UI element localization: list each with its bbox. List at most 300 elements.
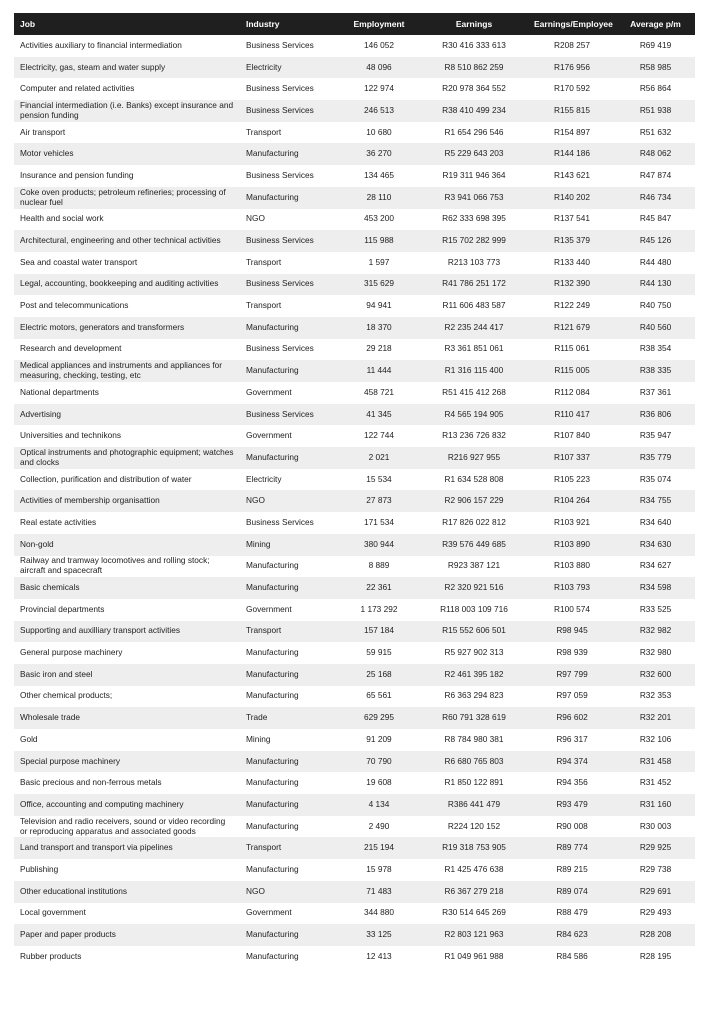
average-pm-cell: R56 864 [616, 78, 695, 100]
average-pm-cell: R28 195 [616, 946, 695, 968]
employment-cell: 12 413 [338, 946, 420, 968]
job-cell: Universities and technikons [14, 425, 240, 447]
table-row [14, 35, 695, 57]
earnings-per-employee-cell: R140 202 [528, 187, 616, 209]
table-body [14, 35, 695, 968]
industry-cell: Manufacturing [240, 187, 338, 209]
industry-cell: Government [240, 425, 338, 447]
job-cell: Post and telecommunications [14, 295, 240, 317]
earnings-per-employee-cell: R115 005 [528, 360, 616, 382]
earnings-per-employee-cell: R103 793 [528, 577, 616, 599]
employment-cell: 1 597 [338, 252, 420, 274]
employment-cell: 27 873 [338, 490, 420, 512]
employment-cell: 380 944 [338, 534, 420, 556]
job-cell: Advertising [14, 404, 240, 426]
job-cell: Other educational institutions [14, 881, 240, 903]
table-row [14, 816, 695, 838]
earnings-cell: R3 941 066 753 [420, 187, 528, 209]
average-pm-cell: R40 750 [616, 295, 695, 317]
employment-cell: 22 361 [338, 577, 420, 599]
earnings-cell: R30 416 333 613 [420, 35, 528, 57]
industry-cell: Transport [240, 122, 338, 144]
job-cell: Air transport [14, 122, 240, 144]
earnings-per-employee-cell: R96 602 [528, 707, 616, 729]
table-row [14, 642, 695, 664]
header-industry[interactable]: Industry [240, 13, 338, 35]
table-row [14, 165, 695, 187]
earnings-cell: R5 927 902 313 [420, 642, 528, 664]
table-row [14, 317, 695, 339]
table-row [14, 707, 695, 729]
table-row [14, 881, 695, 903]
earnings-per-employee-cell: R105 223 [528, 469, 616, 491]
industry-cell: Mining [240, 729, 338, 751]
header-row [14, 13, 695, 35]
earnings-cell: R4 565 194 905 [420, 404, 528, 426]
average-pm-cell: R44 480 [616, 252, 695, 274]
earnings-per-employee-cell: R103 890 [528, 534, 616, 556]
average-pm-cell: R44 130 [616, 274, 695, 296]
table-row [14, 339, 695, 361]
earnings-per-employee-cell: R104 264 [528, 490, 616, 512]
job-cell: Special purpose machinery [14, 751, 240, 773]
earnings-per-employee-cell: R100 574 [528, 599, 616, 621]
industry-cell: Manufacturing [240, 859, 338, 881]
table-row [14, 230, 695, 252]
industry-cell: Government [240, 382, 338, 404]
earnings-per-employee-cell: R208 257 [528, 35, 616, 57]
table-row [14, 425, 695, 447]
industry-cell: Manufacturing [240, 816, 338, 838]
earnings-per-employee-cell: R84 623 [528, 924, 616, 946]
job-cell: Local government [14, 903, 240, 925]
job-cell: Activities auxiliary to financial intermediation [14, 35, 240, 57]
employment-cell: 458 721 [338, 382, 420, 404]
employment-cell: 15 534 [338, 469, 420, 491]
average-pm-cell: R32 982 [616, 621, 695, 643]
average-pm-cell: R69 419 [616, 35, 695, 57]
earnings-per-employee-cell: R97 799 [528, 664, 616, 686]
employment-cell: 146 052 [338, 35, 420, 57]
employment-cell: 246 513 [338, 100, 420, 122]
average-pm-cell: R34 755 [616, 490, 695, 512]
employment-cell: 344 880 [338, 903, 420, 925]
average-pm-cell: R35 074 [616, 469, 695, 491]
employment-cell: 28 110 [338, 187, 420, 209]
average-pm-cell: R31 160 [616, 794, 695, 816]
employment-cell: 4 134 [338, 794, 420, 816]
earnings-cell: R923 387 121 [420, 556, 528, 578]
average-pm-cell: R29 738 [616, 859, 695, 881]
table-row [14, 837, 695, 859]
earnings-cell: R386 441 479 [420, 794, 528, 816]
earnings-per-employee-cell: R97 059 [528, 686, 616, 708]
table-row [14, 599, 695, 621]
job-cell: Office, accounting and computing machinery [14, 794, 240, 816]
table-row [14, 924, 695, 946]
earnings-per-employee-cell: R107 840 [528, 425, 616, 447]
earnings-cell: R1 654 296 546 [420, 122, 528, 144]
earnings-per-employee-cell: R107 337 [528, 447, 616, 469]
earnings-cell: R213 103 773 [420, 252, 528, 274]
job-cell: Financial intermediation (i.e. Banks) except insurance and pension funding [14, 100, 240, 122]
earnings-cell: R1 316 115 400 [420, 360, 528, 382]
earnings-cell: R2 461 395 182 [420, 664, 528, 686]
employment-cell: 33 125 [338, 924, 420, 946]
industry-cell: Business Services [240, 78, 338, 100]
earnings-cell: R1 049 961 988 [420, 946, 528, 968]
average-pm-cell: R35 779 [616, 447, 695, 469]
job-cell: Paper and paper products [14, 924, 240, 946]
earnings-per-employee-cell: R94 374 [528, 751, 616, 773]
table-row [14, 78, 695, 100]
table-row [14, 534, 695, 556]
earnings-cell: R1 425 476 638 [420, 859, 528, 881]
earnings-per-employee-cell: R93 479 [528, 794, 616, 816]
table-row [14, 556, 695, 578]
industry-cell: Mining [240, 534, 338, 556]
earnings-cell: R30 514 645 269 [420, 903, 528, 925]
job-cell: Health and social work [14, 209, 240, 231]
employment-cell: 94 941 [338, 295, 420, 317]
earnings-per-employee-cell: R94 356 [528, 772, 616, 794]
job-cell: Legal, accounting, bookkeeping and auditing activities [14, 274, 240, 296]
header-average-pm[interactable]: Average p/m [616, 13, 695, 35]
job-cell: Medical appliances and instruments and appliances for measuring, checking, testing, etc [14, 360, 240, 382]
average-pm-cell: R32 980 [616, 642, 695, 664]
header-employment[interactable]: Employment [338, 13, 420, 35]
earnings-cell: R13 236 726 832 [420, 425, 528, 447]
industry-cell: Manufacturing [240, 772, 338, 794]
average-pm-cell: R35 947 [616, 425, 695, 447]
industry-cell: Business Services [240, 165, 338, 187]
earnings-cell: R39 576 449 685 [420, 534, 528, 556]
table-row [14, 664, 695, 686]
employment-cell: 10 680 [338, 122, 420, 144]
industry-cell: Manufacturing [240, 642, 338, 664]
job-cell: Sea and coastal water transport [14, 252, 240, 274]
earnings-per-employee-cell: R84 586 [528, 946, 616, 968]
average-pm-cell: R46 734 [616, 187, 695, 209]
industry-cell: Manufacturing [240, 686, 338, 708]
employment-cell: 25 168 [338, 664, 420, 686]
earnings-cell: R8 784 980 381 [420, 729, 528, 751]
industry-cell: Business Services [240, 35, 338, 57]
industry-cell: Manufacturing [240, 360, 338, 382]
job-cell: Publishing [14, 859, 240, 881]
average-pm-cell: R29 691 [616, 881, 695, 903]
earnings-cell: R8 510 862 259 [420, 57, 528, 79]
average-pm-cell: R31 452 [616, 772, 695, 794]
table-row [14, 382, 695, 404]
employment-cell: 48 096 [338, 57, 420, 79]
earnings-per-employee-cell: R144 186 [528, 143, 616, 165]
average-pm-cell: R32 106 [616, 729, 695, 751]
earnings-cell: R19 318 753 905 [420, 837, 528, 859]
job-cell: Optical instruments and photographic equipment; watches and clocks [14, 447, 240, 469]
earnings-cell: R2 320 921 516 [420, 577, 528, 599]
job-cell: Computer and related activities [14, 78, 240, 100]
salary-table-container [14, 13, 695, 968]
table-row [14, 447, 695, 469]
job-cell: Basic chemicals [14, 577, 240, 599]
earnings-per-employee-cell: R98 939 [528, 642, 616, 664]
job-cell: National departments [14, 382, 240, 404]
earnings-cell: R15 702 282 999 [420, 230, 528, 252]
employment-cell: 315 629 [338, 274, 420, 296]
earnings-per-employee-cell: R88 479 [528, 903, 616, 925]
job-cell: Architectural, engineering and other technical activities [14, 230, 240, 252]
table-row [14, 100, 695, 122]
salary-table [14, 13, 695, 968]
industry-cell: Manufacturing [240, 664, 338, 686]
earnings-cell: R11 606 483 587 [420, 295, 528, 317]
table-row [14, 404, 695, 426]
earnings-cell: R1 634 528 808 [420, 469, 528, 491]
industry-cell: Trade [240, 707, 338, 729]
average-pm-cell: R31 458 [616, 751, 695, 773]
earnings-cell: R41 786 251 172 [420, 274, 528, 296]
average-pm-cell: R45 847 [616, 209, 695, 231]
job-cell: Motor vehicles [14, 143, 240, 165]
employment-cell: 41 345 [338, 404, 420, 426]
average-pm-cell: R30 003 [616, 816, 695, 838]
industry-cell: NGO [240, 881, 338, 903]
earnings-cell: R19 311 946 364 [420, 165, 528, 187]
industry-cell: Manufacturing [240, 924, 338, 946]
job-cell: Supporting and auxilliary transport activities [14, 621, 240, 643]
industry-cell: Business Services [240, 404, 338, 426]
average-pm-cell: R32 600 [616, 664, 695, 686]
job-cell: Rubber products [14, 946, 240, 968]
job-cell: Coke oven products; petroleum refineries; processing of nuclear fuel [14, 187, 240, 209]
employment-cell: 1 173 292 [338, 599, 420, 621]
table-row [14, 621, 695, 643]
job-cell: Land transport and transport via pipelines [14, 837, 240, 859]
job-cell: Other chemical products; [14, 686, 240, 708]
industry-cell: Business Services [240, 512, 338, 534]
employment-cell: 36 270 [338, 143, 420, 165]
industry-cell: Business Services [240, 274, 338, 296]
industry-cell: Transport [240, 295, 338, 317]
earnings-cell: R62 333 698 395 [420, 209, 528, 231]
employment-cell: 215 194 [338, 837, 420, 859]
earnings-per-employee-cell: R132 390 [528, 274, 616, 296]
header-earnings-per-employee[interactable]: Earnings/Employee [528, 13, 616, 35]
table-row [14, 469, 695, 491]
average-pm-cell: R47 874 [616, 165, 695, 187]
job-cell: Television and radio receivers, sound or video recording or reproducing apparatus and associated goods [14, 816, 240, 838]
earnings-per-employee-cell: R135 379 [528, 230, 616, 252]
industry-cell: NGO [240, 490, 338, 512]
employment-cell: 2 490 [338, 816, 420, 838]
table-row [14, 946, 695, 968]
employment-cell: 157 184 [338, 621, 420, 643]
earnings-per-employee-cell: R90 008 [528, 816, 616, 838]
earnings-per-employee-cell: R122 249 [528, 295, 616, 317]
table-row [14, 794, 695, 816]
earnings-per-employee-cell: R98 945 [528, 621, 616, 643]
average-pm-cell: R51 632 [616, 122, 695, 144]
job-cell: General purpose machinery [14, 642, 240, 664]
table-row [14, 187, 695, 209]
average-pm-cell: R58 985 [616, 57, 695, 79]
earnings-per-employee-cell: R96 317 [528, 729, 616, 751]
employment-cell: 65 561 [338, 686, 420, 708]
earnings-cell: R2 906 157 229 [420, 490, 528, 512]
average-pm-cell: R28 208 [616, 924, 695, 946]
job-cell: Real estate activities [14, 512, 240, 534]
employment-cell: 629 295 [338, 707, 420, 729]
table-row [14, 577, 695, 599]
employment-cell: 91 209 [338, 729, 420, 751]
table-row [14, 772, 695, 794]
table-row [14, 729, 695, 751]
industry-cell: Transport [240, 621, 338, 643]
earnings-cell: R17 826 022 812 [420, 512, 528, 534]
table-row [14, 209, 695, 231]
employment-cell: 71 483 [338, 881, 420, 903]
industry-cell: Business Services [240, 339, 338, 361]
average-pm-cell: R32 201 [616, 707, 695, 729]
header-earnings[interactable]: Earnings [420, 13, 528, 35]
earnings-cell: R6 367 279 218 [420, 881, 528, 903]
industry-cell: Business Services [240, 230, 338, 252]
employment-cell: 18 370 [338, 317, 420, 339]
earnings-per-employee-cell: R176 956 [528, 57, 616, 79]
industry-cell: Transport [240, 252, 338, 274]
job-cell: Gold [14, 729, 240, 751]
industry-cell: Manufacturing [240, 946, 338, 968]
average-pm-cell: R38 335 [616, 360, 695, 382]
job-cell: Activities of membership organisattion [14, 490, 240, 512]
employment-cell: 19 608 [338, 772, 420, 794]
employment-cell: 122 744 [338, 425, 420, 447]
earnings-cell: R20 978 364 552 [420, 78, 528, 100]
table-header [14, 13, 695, 35]
employment-cell: 70 790 [338, 751, 420, 773]
industry-cell: Government [240, 903, 338, 925]
table-row [14, 143, 695, 165]
header-job[interactable]: Job [14, 13, 240, 35]
employment-cell: 59 915 [338, 642, 420, 664]
table-row [14, 57, 695, 79]
employment-cell: 8 889 [338, 556, 420, 578]
job-cell: Non-gold [14, 534, 240, 556]
table-row [14, 512, 695, 534]
table-row [14, 751, 695, 773]
industry-cell: Electricity [240, 57, 338, 79]
earnings-cell: R5 229 643 203 [420, 143, 528, 165]
industry-cell: Manufacturing [240, 794, 338, 816]
table-row [14, 859, 695, 881]
earnings-cell: R216 927 955 [420, 447, 528, 469]
earnings-cell: R6 680 765 803 [420, 751, 528, 773]
table-row [14, 686, 695, 708]
average-pm-cell: R33 525 [616, 599, 695, 621]
average-pm-cell: R38 354 [616, 339, 695, 361]
earnings-per-employee-cell: R89 215 [528, 859, 616, 881]
earnings-per-employee-cell: R154 897 [528, 122, 616, 144]
earnings-cell: R1 850 122 891 [420, 772, 528, 794]
industry-cell: Manufacturing [240, 317, 338, 339]
job-cell: Wholesale trade [14, 707, 240, 729]
earnings-per-employee-cell: R143 621 [528, 165, 616, 187]
table-row [14, 274, 695, 296]
earnings-cell: R38 410 499 234 [420, 100, 528, 122]
average-pm-cell: R40 560 [616, 317, 695, 339]
average-pm-cell: R36 806 [616, 404, 695, 426]
industry-cell: Electricity [240, 469, 338, 491]
average-pm-cell: R34 627 [616, 556, 695, 578]
average-pm-cell: R48 062 [616, 143, 695, 165]
job-cell: Basic iron and steel [14, 664, 240, 686]
earnings-per-employee-cell: R112 084 [528, 382, 616, 404]
average-pm-cell: R34 630 [616, 534, 695, 556]
earnings-cell: R60 791 328 619 [420, 707, 528, 729]
job-cell: Insurance and pension funding [14, 165, 240, 187]
earnings-cell: R15 552 606 501 [420, 621, 528, 643]
job-cell: Collection, purification and distribution of water [14, 469, 240, 491]
employment-cell: 122 974 [338, 78, 420, 100]
earnings-per-employee-cell: R137 541 [528, 209, 616, 231]
job-cell: Railway and tramway locomotives and rolling stock; aircraft and spacecraft [14, 556, 240, 578]
industry-cell: Manufacturing [240, 751, 338, 773]
job-cell: Electric motors, generators and transformers [14, 317, 240, 339]
table-row [14, 903, 695, 925]
industry-cell: NGO [240, 209, 338, 231]
job-cell: Provincial departments [14, 599, 240, 621]
employment-cell: 453 200 [338, 209, 420, 231]
average-pm-cell: R29 925 [616, 837, 695, 859]
earnings-per-employee-cell: R115 061 [528, 339, 616, 361]
industry-cell: Manufacturing [240, 556, 338, 578]
earnings-per-employee-cell: R110 417 [528, 404, 616, 426]
industry-cell: Business Services [240, 100, 338, 122]
table-row [14, 360, 695, 382]
earnings-cell: R2 235 244 417 [420, 317, 528, 339]
average-pm-cell: R51 938 [616, 100, 695, 122]
employment-cell: 15 978 [338, 859, 420, 881]
earnings-per-employee-cell: R89 074 [528, 881, 616, 903]
employment-cell: 115 988 [338, 230, 420, 252]
industry-cell: Transport [240, 837, 338, 859]
table-row [14, 252, 695, 274]
earnings-per-employee-cell: R121 679 [528, 317, 616, 339]
earnings-cell: R3 361 851 061 [420, 339, 528, 361]
earnings-cell: R51 415 412 268 [420, 382, 528, 404]
industry-cell: Government [240, 599, 338, 621]
average-pm-cell: R34 598 [616, 577, 695, 599]
earnings-cell: R118 003 109 716 [420, 599, 528, 621]
average-pm-cell: R32 353 [616, 686, 695, 708]
earnings-cell: R6 363 294 823 [420, 686, 528, 708]
earnings-per-employee-cell: R103 921 [528, 512, 616, 534]
employment-cell: 134 465 [338, 165, 420, 187]
table-row [14, 122, 695, 144]
earnings-per-employee-cell: R89 774 [528, 837, 616, 859]
earnings-cell: R2 803 121 963 [420, 924, 528, 946]
table-row [14, 490, 695, 512]
employment-cell: 2 021 [338, 447, 420, 469]
earnings-per-employee-cell: R103 880 [528, 556, 616, 578]
average-pm-cell: R29 493 [616, 903, 695, 925]
earnings-per-employee-cell: R133 440 [528, 252, 616, 274]
employment-cell: 11 444 [338, 360, 420, 382]
employment-cell: 29 218 [338, 339, 420, 361]
earnings-cell: R224 120 152 [420, 816, 528, 838]
job-cell: Electricity, gas, steam and water supply [14, 57, 240, 79]
